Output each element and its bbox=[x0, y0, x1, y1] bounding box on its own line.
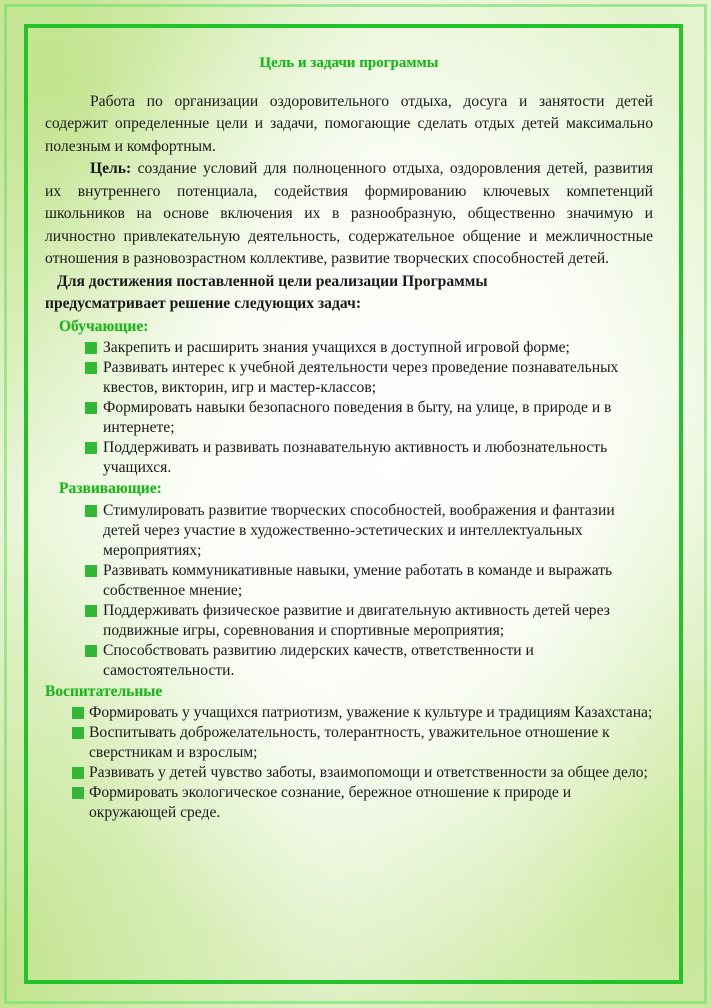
category-heading: Обучающие: bbox=[59, 317, 149, 335]
square-bullet-icon bbox=[85, 342, 97, 354]
square-bullet-icon bbox=[85, 565, 97, 577]
list-item bbox=[45, 783, 653, 823]
category-training bbox=[45, 316, 653, 479]
tasks-intro-line2: предусматривает решение следующих задач: bbox=[45, 295, 362, 312]
list-item bbox=[45, 358, 653, 398]
tasks-intro-line1: Для достижения поставленной цели реализации Программы bbox=[57, 272, 488, 290]
list-item-text: Развивать коммуникативные навыки, умение работать в команде и выражать собственное мнение; bbox=[103, 561, 613, 599]
square-bullet-icon bbox=[72, 707, 84, 719]
square-bullet-icon bbox=[85, 362, 97, 374]
list-item-text: Способствовать развитию лидерских качеств, ответственности и самостоятельности. bbox=[103, 641, 534, 679]
goal-text: создание условий для полноценного отдыха, оздоровления детей, развития их внутреннего потенциала, содействия формированию ключевых компетенций школьников на основе включения их в разнообразную, общественно значимую и личностно привлекательную деятельность, содержательное общение и межличностные отношения в разновозрастном коллективе, развитие творческих способностей детей. bbox=[45, 160, 653, 267]
list-item bbox=[45, 561, 653, 601]
list-item bbox=[45, 641, 653, 681]
list-item bbox=[45, 703, 653, 723]
list-item bbox=[45, 723, 653, 763]
task-list bbox=[45, 703, 653, 823]
square-bullet-icon bbox=[72, 767, 84, 779]
category-developing bbox=[45, 478, 653, 681]
category-heading: Воспитательные bbox=[45, 682, 163, 700]
goal-label: Цель: bbox=[90, 160, 132, 177]
list-item-text: Поддерживать физическое развитие и двигательную активность детей через подвижные игры, соревнования и спортивные мероприятия; bbox=[103, 601, 610, 639]
list-item bbox=[45, 601, 653, 641]
document-body bbox=[45, 52, 653, 823]
square-bullet-icon bbox=[85, 645, 97, 657]
square-bullet-icon bbox=[85, 505, 97, 517]
square-bullet-icon bbox=[72, 787, 84, 799]
page-title: Цель и задачи программы bbox=[259, 55, 439, 71]
category-educational bbox=[45, 681, 653, 824]
task-list bbox=[45, 338, 653, 478]
goal-paragraph bbox=[45, 158, 653, 271]
square-bullet-icon bbox=[85, 402, 97, 414]
list-item-text: Поддерживать и развивать познавательную активность и любознательность учащихся. bbox=[103, 439, 608, 476]
list-item-text: Формировать у учащихся патриотизм, уважение к культуре и традициям Казахстана; bbox=[89, 704, 653, 721]
intro-paragraph: Работа по организации оздоровительного отдыха, досуга и занятости детей содержит определенные цели и задачи, помогающие сделать отдых детей максимально полезным и комфортным. bbox=[45, 92, 653, 155]
list-item bbox=[45, 763, 653, 783]
task-list bbox=[45, 501, 653, 681]
list-item bbox=[45, 501, 653, 561]
list-item-text: Формировать навыки безопасного поведения в быту, на улице, в природе и в интернете; bbox=[103, 399, 612, 436]
list-item bbox=[45, 438, 653, 478]
list-item-text: Формировать экологическое сознание, бережное отношение к природе и окружающей среде. bbox=[89, 784, 572, 821]
list-item-text: Развивать у детей чувство заботы, взаимопомощи и ответственности за общее дело; bbox=[89, 764, 648, 781]
category-heading: Развивающие: bbox=[59, 480, 162, 497]
list-item-text: Стимулировать развитие творческих способностей, воображения и фантазии детей через участие в художественно-эстетических и интеллектуальных мероприятиях; bbox=[103, 501, 615, 559]
list-item bbox=[45, 338, 653, 358]
list-item-text: Закрепить и расширить знания учащихся в доступной игровой форме; bbox=[103, 339, 570, 356]
list-item-text: Развивать интерес к учебной деятельности через проведение познавательных квестов, викторин, игр и мастер-классов; bbox=[103, 359, 619, 396]
square-bullet-icon bbox=[72, 727, 84, 739]
square-bullet-icon bbox=[85, 442, 97, 454]
list-item bbox=[45, 398, 653, 438]
square-bullet-icon bbox=[85, 605, 97, 617]
list-item-text: Воспитывать доброжелательность, толерантность, уважительное отношение к сверстникам и взрослым; bbox=[89, 724, 610, 761]
